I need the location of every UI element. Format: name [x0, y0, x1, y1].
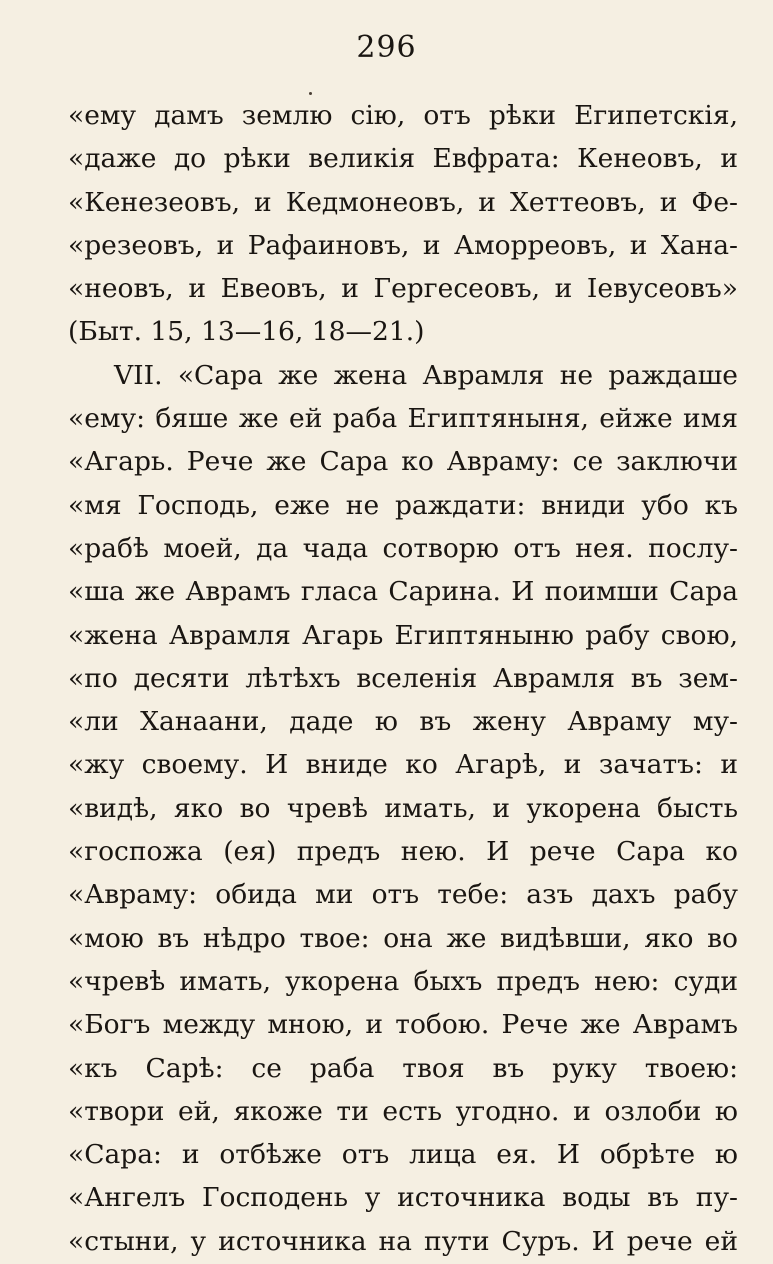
- text-line: «рабѣ моей, да чада сотворю отъ нея. послу-: [68, 532, 738, 564]
- text-line: «ему: бяше же ей раба Египтяныня, ейже имя: [68, 403, 738, 435]
- text-line: «по десяти лѣтѣхъ вселенія Аврамля въ зем-: [68, 662, 738, 694]
- text-line: «неовъ, и Евеовъ, и Гергесеовъ, и Іевусеовъ»: [68, 273, 738, 305]
- text-line: «госпожа (ея) предъ нею. И рече Сара ко: [68, 836, 738, 868]
- text-line: «ему дамъ землю сію, отъ рѣки Египетскія,: [68, 100, 738, 131]
- text-line: «къ Сарѣ: се раба твоя въ руку твоею:: [68, 1052, 738, 1084]
- text-line: «Богъ между мною, и тобою. Рече же Аврамъ: [68, 1009, 738, 1041]
- text-line: «ша же Аврамъ гласа Сарина. И поимши Сара: [68, 576, 738, 608]
- text-line: «мя Господь, еже не раждати: вниди убо къ: [68, 489, 738, 521]
- text-line: «ли Ханаани, даде ю въ жену Авраму му-: [68, 706, 738, 738]
- text-line: «твори ей, якоже ти есть угодно. и озлоби ю: [68, 1095, 738, 1127]
- text-line: «Авраму: обида ми отъ тебе: азъ дахъ рабу: [68, 879, 738, 911]
- text-line: «видѣ, яко во чревѣ имать, и укорена бысть: [68, 792, 738, 824]
- text-line: «Кенезеовъ, и Кедмонеовъ, и Хеттеовъ, и Фе-: [68, 186, 738, 218]
- text-line: «Сара: и отбѣже отъ лица ея. И обрѣте ю: [68, 1139, 738, 1171]
- text-line: «жу своему. И вниде ко Агарѣ, и зачатъ: и: [68, 749, 738, 781]
- body-text: [68, 94, 738, 1263]
- text-line: «мою въ нѣдро твое: она же видѣвши, яко во: [68, 922, 738, 954]
- text-line: «чревѣ имать, укорена быхъ предъ нею: суди: [68, 965, 738, 997]
- text-line: «Агарь. Рече же Сара ко Авраму: се заключи: [68, 446, 738, 478]
- citation-line: (Быт. 15, 13—16, 18—21.): [68, 316, 425, 348]
- text-line: «резеовъ, и Рафаиновъ, и Аморреовъ, и Хана-: [68, 229, 738, 261]
- page-number: 296: [356, 30, 417, 65]
- text-line: «Ангелъ Господень у источника воды въ пу-: [68, 1182, 738, 1214]
- text-line: «стыни, у источника на пути Суръ. И рече ей: [68, 1225, 738, 1257]
- section-heading-line: VII. «Сара же жена Аврамля не раждаше: [114, 359, 738, 391]
- text-line: «жена Аврамля Агарь Египтяныню рабу свою,: [68, 619, 738, 651]
- text-line: «даже до рѣки великія Евфрата: Кенеовъ, и: [68, 143, 738, 175]
